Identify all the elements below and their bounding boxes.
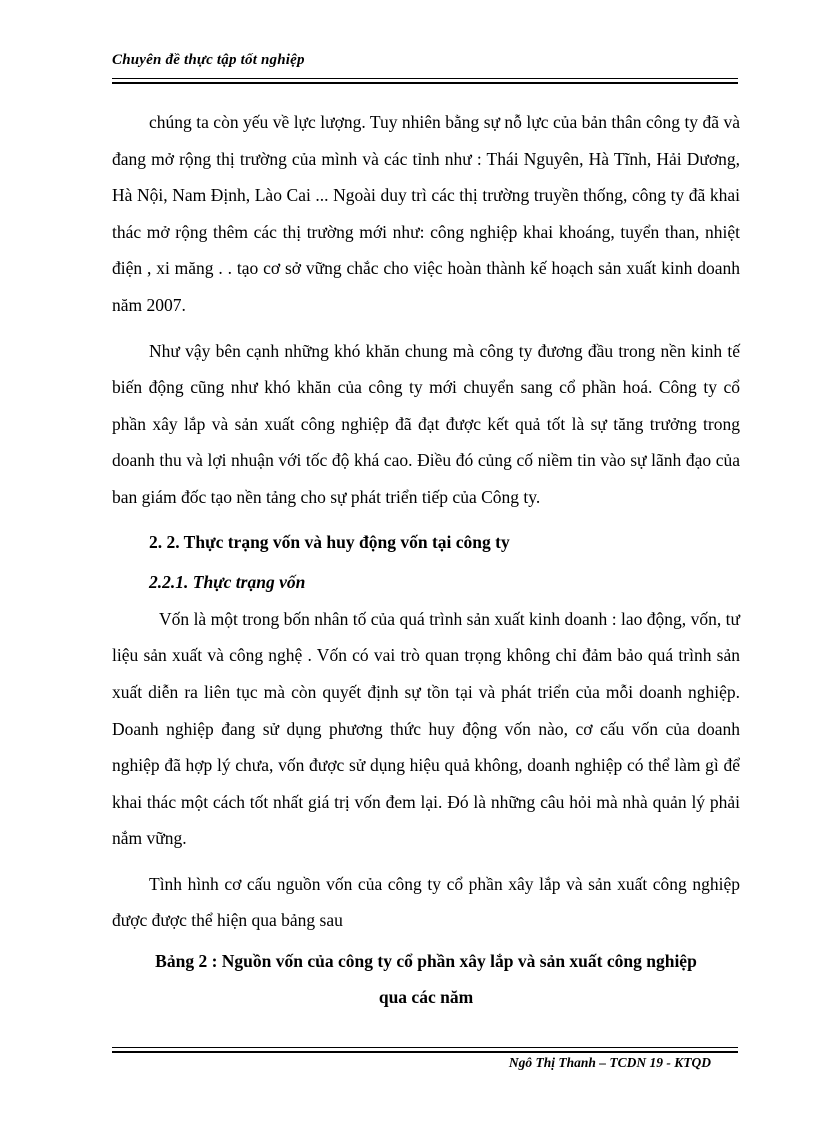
running-header-title: Chuyên đề thực tập tốt nghiệp [112,52,305,68]
section-heading: 2. 2. Thực trạng vốn và huy động vốn tại công ty [149,531,510,552]
body-paragraph: Tình hình cơ cấu nguồn vốn của công ty cổ phần xây lắp và sản xuất công nghiệp được được thể hiện qua bảng sau [112,873,740,931]
footer-author: Ngô Thị Thanh – TCDN 19 - KTQD [508,1055,711,1070]
table-caption [112,943,740,1015]
subsection-heading: 2.2.1. Thực trạng vốn [149,572,306,593]
page-body [112,104,740,1015]
footer-divider [112,1047,738,1053]
body-paragraph: chúng ta còn yếu về lực lượng. Tuy nhiên bằng sự nỗ lực của bản thân công ty đã và đang mở rộng thị trường của mình và các tỉnh như : Thái Nguyên, Hà Tĩnh, Hải Dương, Hà Nội, Nam Định, Lào Cai ... Ngoài duy trì các thị trường truyền thống, công ty đã khai thác mở rộng thêm các thị trường mới như: công nghiệp khai khoáng, tuyển than, nhiệt điện , xi măng . . tạo cơ sở vững chắc cho việc hoàn thành kế hoạch sản xuất kinh doanh năm 2007. [112,112,740,315]
body-paragraph: Như vậy bên cạnh những khó khăn chung mà công ty đương đầu trong nền kinh tế biến động cũng như khó khăn của công ty mới chuyển sang cổ phần hoá. Công ty cổ phần xây lắp và sản xuất công nghiệp đã đạt được kết quả tốt là sự tăng trưởng trong doanh thu và lợi nhuận với tốc độ khá cao. Điều đó củng cố niềm tin vào sự lãnh đạo của ban giám đốc tạo nền tảng cho sự phát triển tiếp của Công ty. [112,340,740,507]
table-caption-line-2: qua các năm [378,987,474,1008]
table-caption-line-1: Bảng 2 : Nguồn vốn của công ty cổ phần xây lắp và sản xuất công nghiệp [155,951,697,972]
body-paragraph: Vốn là một trong bốn nhân tố của quá trình sản xuất kinh doanh : lao động, vốn, tư liệu sản xuất và công nghệ . Vốn có vai trò quan trọng không chỉ đảm bảo quá trình sản xuất diễn ra liên tục mà còn quyết định sự tồn tại và phát triển của mỗi doanh nghiệp. Doanh nghiệp đang sử dụng phương thức huy động vốn nào, cơ cấu vốn của doanh nghiệp đã hợp lý chưa, vốn được sử dụng hiệu quả không, doanh nghiệp có thể làm gì để khai thác một cách tốt nhất giá trị vốn đem lại. Đó là những câu hỏi mà nhà quản lý phải nắm vững. [112,608,740,849]
header-divider [112,78,738,84]
